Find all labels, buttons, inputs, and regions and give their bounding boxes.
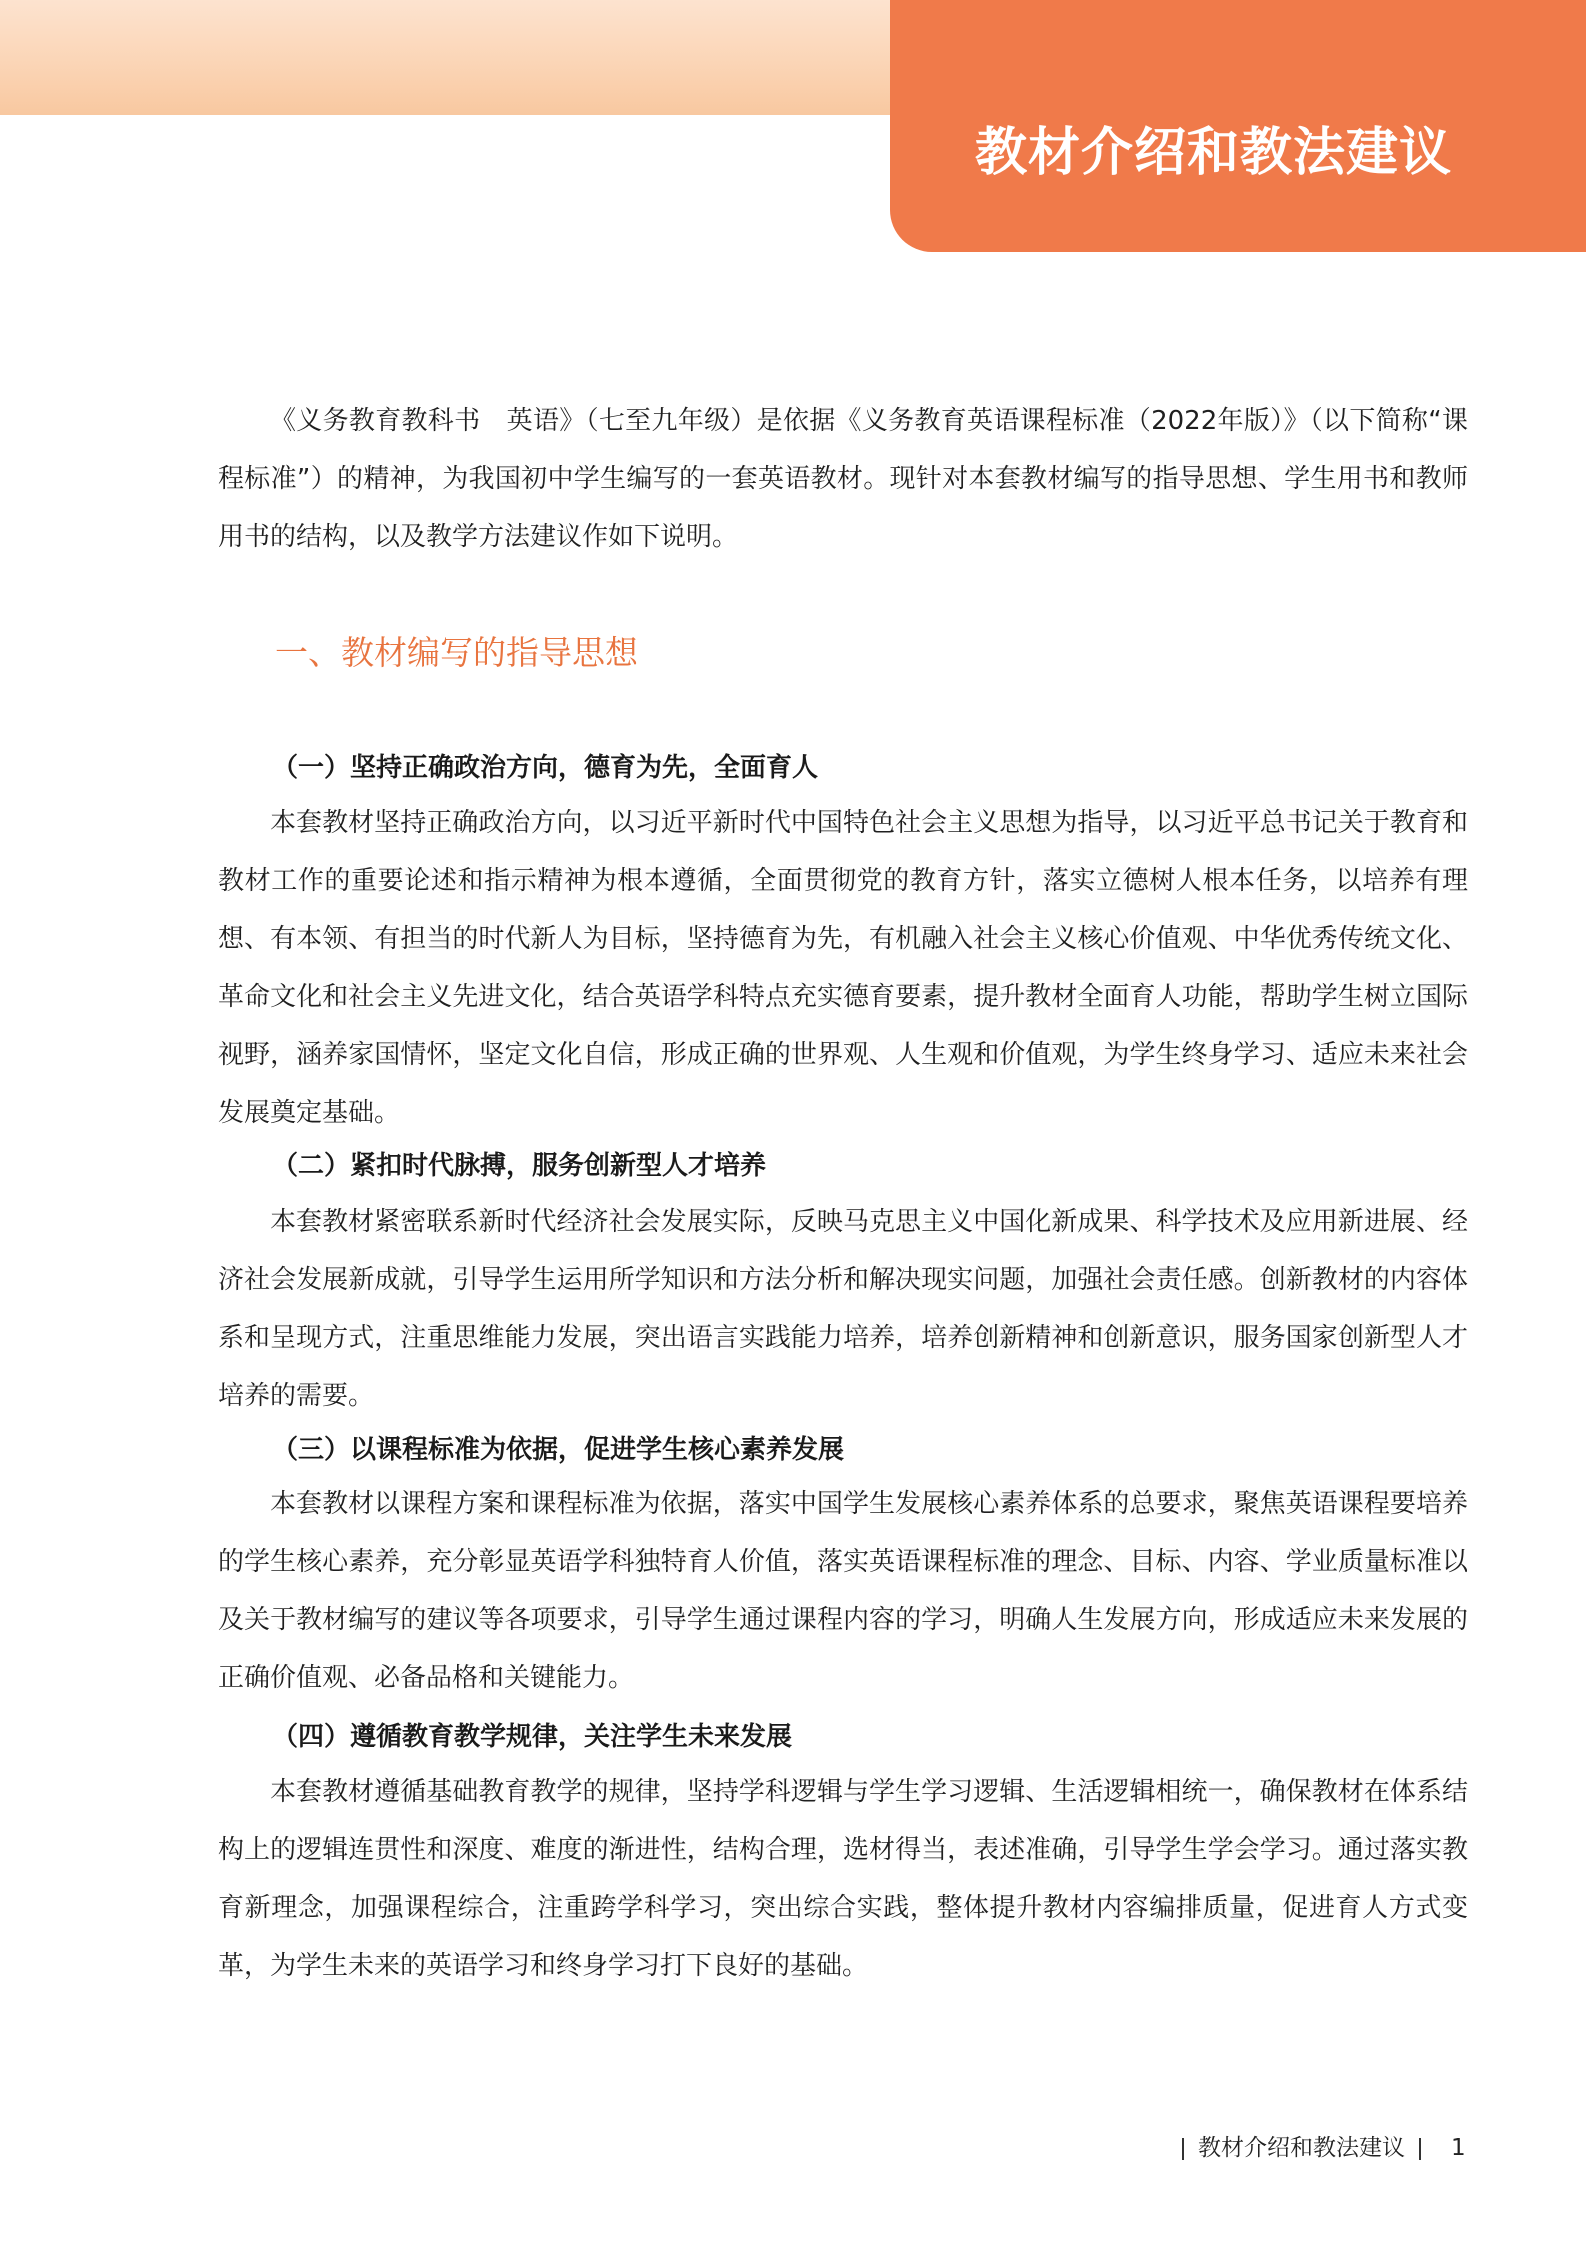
page-footer bbox=[1168, 2128, 1466, 2168]
subsection-body: 本套教材紧密联系新时代经济社会发展实际，反映马克思主义中国化新成果、科学技术及应用新进展、经济社会发展新成就，引导学生运用所学知识和方法分析和解决现实问题，加强社会责任感。创新教材的内容体系和呈现方式，注重思维能力发展，突出语言实践能力培养，培养创新精神和创新意识，服务国家创新型人才培养的需要。 bbox=[218, 1207, 1468, 1411]
footer-divider bbox=[1182, 2138, 1184, 2160]
subsection-body: 本套教材坚持正确政治方向，以习近平新时代中国特色社会主义思想为指导，以习近平总书记关于教育和教材工作的重要论述和指示精神为根本遵循，全面贯彻党的教育方针，落实立德树人根本任务，以培养有理想、有本领、有担当的时代新人为目标，坚持德育为先，有机融入社会主义核心价值观、中华优秀传统文化、革命文化和社会主义先进文化，结合英语学科特点充实德育要素，提升教材全面育人功能，帮助学生树立国际视野，涵养家国情怀，坚定文化自信，形成正确的世界观、人生观和价值观，为学生终身学习、适应未来社会发展奠定基础。 bbox=[218, 808, 1468, 1128]
subsection-title: （二）紧扣时代脉搏，服务创新型人才培养 bbox=[272, 1151, 767, 1181]
footer-divider bbox=[1419, 2138, 1421, 2160]
subsection-title: （一）坚持正确政治方向，德育为先，全面育人 bbox=[272, 753, 819, 783]
page-number: 1 bbox=[1451, 2135, 1466, 2161]
subsection-body: 本套教材以课程方案和课程标准为依据，落实中国学生发展核心素养体系的总要求，聚焦英语课程要培养的学生核心素养，充分彰显英语学科独特育人价值，落实英语课程标准的理念、目标、内容、学业质量标准以及关于教材编写的建议等各项要求，引导学生通过课程内容的学习，明确人生发展方向，形成适应未来发展的正确价值观、必备品格和关键能力。 bbox=[218, 1489, 1468, 1693]
footer-running-title: 教材介绍和教法建议 bbox=[1198, 2135, 1405, 2161]
section-heading: 一、教材编写的指导思想 bbox=[275, 633, 638, 672]
intro-paragraph: 《义务教育教科书 英语》（七至九年级）是依据《义务教育英语课程标准（2022年版）》（以下简称“课程标准”）的精神，为我国初中学生编写的一套英语教材。现针对本套教材编写的指导思想、学生用书和教师用书的结构，以及教学方法建议作如下说明。 bbox=[218, 406, 1468, 552]
subsection-title: （四）遵循教育教学规律，关注学生未来发展 bbox=[272, 1722, 793, 1752]
subsection-body: 本套教材遵循基础教育教学的规律，坚持学科逻辑与学生学习逻辑、生活逻辑相统一，确保教材在体系结构上的逻辑连贯性和深度、难度的渐进性，结构合理，选材得当，表述准确，引导学生学会学习。通过落实教育新理念，加强课程综合，注重跨学科学习，突出综合实践，整体提升教材内容编排质量，促进育人方式变革，为学生未来的英语学习和终身学习打下良好的基础。 bbox=[218, 1777, 1468, 1981]
page-title: 教材介绍和教法建议 bbox=[975, 123, 1453, 183]
subsection-title: （三）以课程标准为依据，促进学生核心素养发展 bbox=[272, 1435, 845, 1465]
